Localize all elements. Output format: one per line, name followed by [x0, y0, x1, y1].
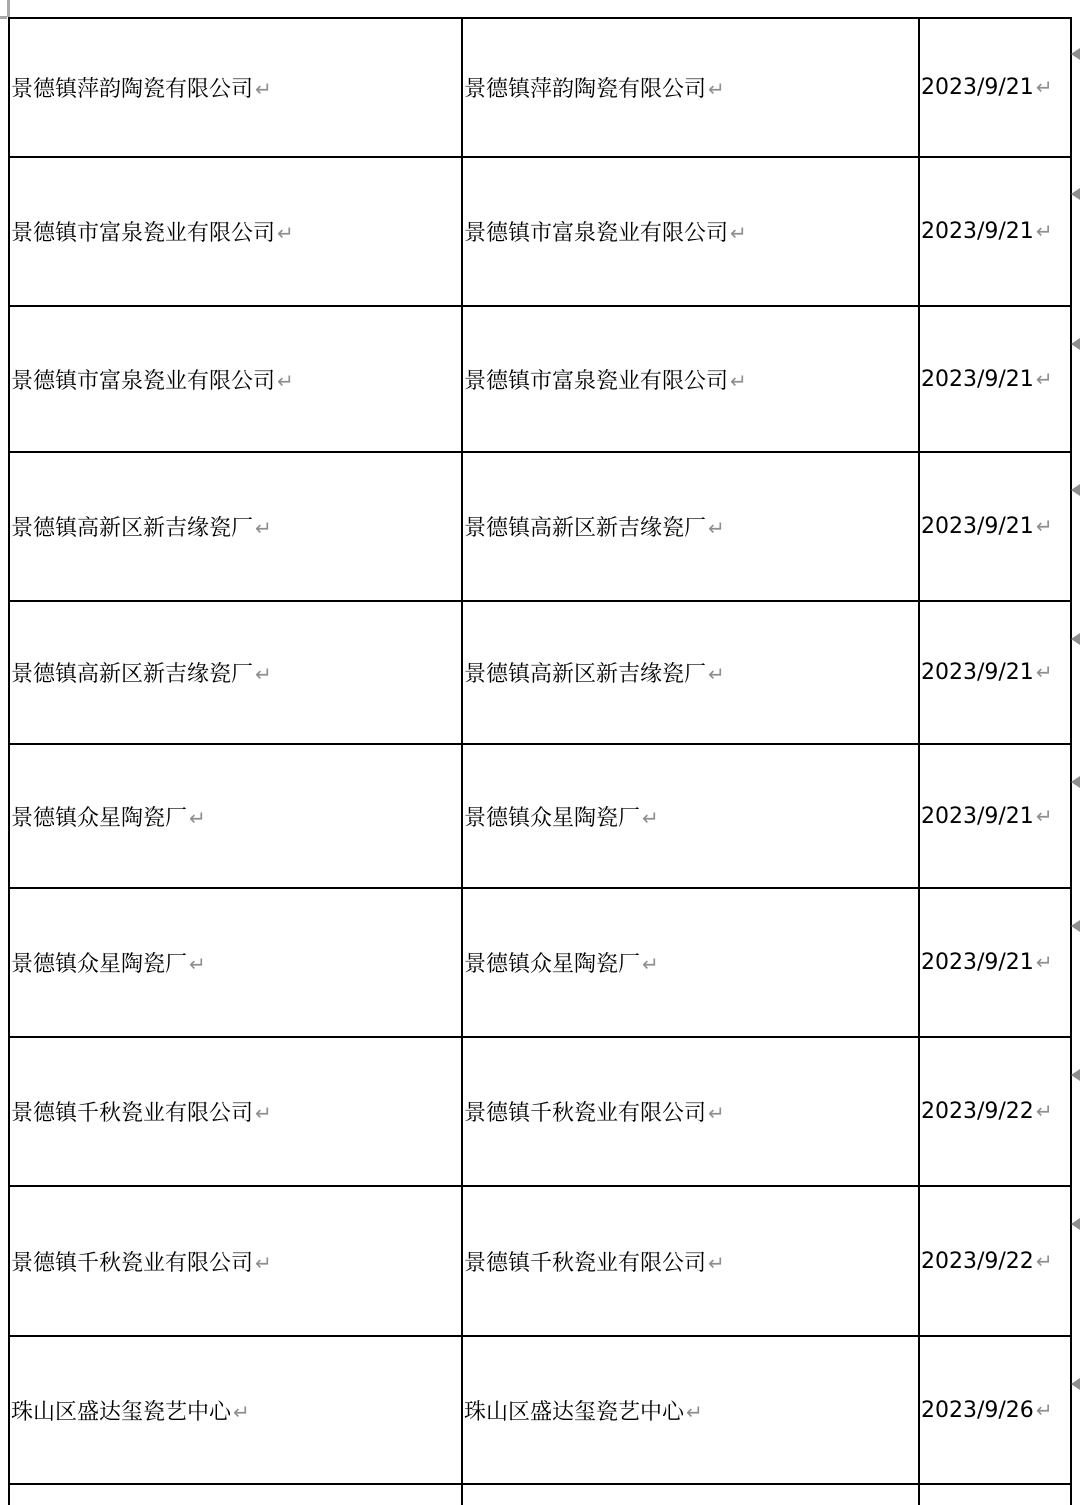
- date-cell[interactable]: [919, 601, 1071, 744]
- line-break-mark: ↵: [255, 77, 272, 101]
- company-name: 景德镇千秋瓷业有限公司: [464, 1101, 707, 1126]
- company-repeat-cell[interactable]: [462, 601, 919, 744]
- company-cell[interactable]: [9, 744, 462, 888]
- line-break-mark: ↵: [1035, 1248, 1053, 1273]
- company-name: 景德镇高新区新吉缘瓷厂: [464, 662, 707, 687]
- date-value: 2023/9/21: [921, 660, 1034, 685]
- table-row: [9, 1037, 1071, 1186]
- table-row-partial: [9, 1484, 1071, 1505]
- line-break-mark: ↵: [642, 805, 659, 830]
- line-break-mark: ↵: [189, 805, 206, 830]
- company-cell[interactable]: [9, 601, 462, 744]
- company-cell[interactable]: [9, 452, 462, 601]
- table-row: [9, 157, 1071, 306]
- date-value: 2023/9/21: [921, 75, 1034, 100]
- line-break-mark: ↵: [1035, 1099, 1053, 1123]
- company-name: 景德镇萍韵陶瓷有限公司: [11, 77, 254, 102]
- end-of-row-mark: [1071, 776, 1080, 788]
- date-cell[interactable]: [919, 157, 1071, 306]
- line-break-mark: ↵: [1035, 660, 1053, 684]
- line-break-mark: ↵: [708, 516, 725, 540]
- date-cell[interactable]: [919, 888, 1071, 1037]
- company-name: 景德镇千秋瓷业有限公司: [11, 1101, 254, 1126]
- company-name: 景德镇市富泉瓷业有限公司: [464, 221, 729, 246]
- date-cell[interactable]: [919, 306, 1071, 452]
- line-break-mark: ↵: [1035, 950, 1053, 974]
- end-of-row-mark: [1071, 188, 1080, 200]
- table-row: [9, 744, 1071, 888]
- company-date-table: [8, 17, 1072, 1505]
- line-break-mark: ↵: [1035, 219, 1053, 243]
- end-of-row-mark: [1071, 633, 1080, 645]
- company-repeat-cell[interactable]: [462, 1037, 919, 1186]
- date-value: 2023/9/21: [921, 514, 1034, 539]
- date-cell[interactable]: [919, 1484, 1071, 1505]
- date-value: 2023/9/21: [921, 219, 1034, 244]
- company-name: 景德镇高新区新吉缘瓷厂: [11, 516, 254, 541]
- company-name: 景德镇高新区新吉缘瓷厂: [11, 662, 254, 687]
- end-of-row-mark: [1071, 48, 1080, 60]
- company-name: 景德镇众星陶瓷厂: [464, 805, 641, 831]
- company-name: 景德镇众星陶瓷厂: [11, 805, 188, 831]
- line-break-mark: ↵: [233, 1399, 250, 1424]
- table-row: [9, 1186, 1071, 1336]
- company-repeat-cell[interactable]: [462, 452, 919, 601]
- date-value: 2023/9/21: [921, 366, 1034, 392]
- end-of-row-mark: [1071, 1378, 1080, 1390]
- company-name: 景德镇市富泉瓷业有限公司: [11, 221, 276, 246]
- company-name: 景德镇市富泉瓷业有限公司: [11, 368, 276, 394]
- company-name: 景德镇众星陶瓷厂: [11, 952, 188, 977]
- company-name: 景德镇千秋瓷业有限公司: [464, 1250, 707, 1276]
- company-repeat-cell[interactable]: [462, 1336, 919, 1484]
- table-row: [9, 452, 1071, 601]
- company-repeat-cell[interactable]: [462, 1186, 919, 1336]
- company-name: 景德镇高新区新吉缘瓷厂: [464, 516, 707, 541]
- company-cell[interactable]: [9, 1037, 462, 1186]
- date-value: 2023/9/26: [921, 1397, 1034, 1423]
- date-cell[interactable]: [919, 744, 1071, 888]
- line-break-mark: ↵: [255, 662, 272, 686]
- end-of-row-mark: [1071, 920, 1080, 932]
- line-break-mark: ↵: [255, 516, 272, 540]
- line-break-mark: ↵: [277, 221, 294, 245]
- date-cell[interactable]: [919, 452, 1071, 601]
- end-of-row-mark: [1071, 1069, 1080, 1081]
- company-cell[interactable]: [9, 18, 462, 157]
- date-cell[interactable]: [919, 1336, 1071, 1484]
- date-value: 2023/9/22: [921, 1099, 1034, 1124]
- line-break-mark: ↵: [1035, 366, 1053, 391]
- company-cell[interactable]: [9, 888, 462, 1037]
- company-name: 景德镇千秋瓷业有限公司: [11, 1250, 254, 1276]
- end-of-row-mark: [1071, 1218, 1080, 1230]
- date-cell[interactable]: [919, 18, 1071, 157]
- line-break-mark: ↵: [1035, 514, 1053, 538]
- line-break-mark: ↵: [277, 368, 294, 393]
- line-break-mark: ↵: [730, 368, 747, 393]
- line-break-mark: ↵: [1035, 1397, 1053, 1422]
- line-break-mark: ↵: [642, 952, 659, 976]
- table-row: [9, 18, 1071, 157]
- company-name: 景德镇萍韵陶瓷有限公司: [464, 77, 707, 102]
- page-edge-mark-vertical: [7, 0, 10, 17]
- table-row: [9, 1336, 1071, 1484]
- line-break-mark: ↵: [708, 662, 725, 686]
- line-break-mark: ↵: [189, 952, 206, 976]
- company-name: 景德镇众星陶瓷厂: [464, 952, 641, 977]
- line-break-mark: ↵: [708, 1101, 725, 1125]
- date-cell[interactable]: [919, 1186, 1071, 1336]
- line-break-mark: ↵: [1035, 75, 1053, 99]
- company-name: 景德镇市富泉瓷业有限公司: [464, 368, 729, 394]
- company-cell[interactable]: [9, 1336, 462, 1484]
- company-name: 珠山区盛达玺瓷艺中心: [464, 1399, 685, 1425]
- line-break-mark: ↵: [255, 1250, 272, 1275]
- line-break-mark: ↵: [730, 221, 747, 245]
- company-repeat-cell[interactable]: [462, 306, 919, 452]
- company-repeat-cell[interactable]: [462, 888, 919, 1037]
- company-repeat-cell[interactable]: [462, 18, 919, 157]
- company-repeat-cell[interactable]: [462, 744, 919, 888]
- company-repeat-cell[interactable]: [462, 1484, 919, 1505]
- date-cell[interactable]: [919, 1037, 1071, 1186]
- line-break-mark: ↵: [708, 77, 725, 101]
- page-edge-mark-horizontal: [0, 16, 7, 19]
- table-row: [9, 601, 1071, 744]
- line-break-mark: ↵: [255, 1101, 272, 1125]
- end-of-row-mark: [1071, 484, 1080, 496]
- line-break-mark: ↵: [1035, 803, 1053, 828]
- company-cell[interactable]: [9, 1186, 462, 1336]
- company-cell[interactable]: [9, 1484, 462, 1505]
- date-value: 2023/9/21: [921, 950, 1034, 975]
- table-row: [9, 888, 1071, 1037]
- table-row: [9, 306, 1071, 452]
- end-of-row-mark: [1071, 338, 1080, 350]
- line-break-mark: ↵: [686, 1399, 703, 1424]
- company-repeat-cell[interactable]: [462, 157, 919, 306]
- company-cell[interactable]: [9, 306, 462, 452]
- date-value: 2023/9/22: [921, 1248, 1034, 1274]
- company-cell[interactable]: [9, 157, 462, 306]
- date-value: 2023/9/21: [921, 803, 1034, 829]
- company-name: 珠山区盛达玺瓷艺中心: [11, 1399, 232, 1425]
- line-break-mark: ↵: [708, 1250, 725, 1275]
